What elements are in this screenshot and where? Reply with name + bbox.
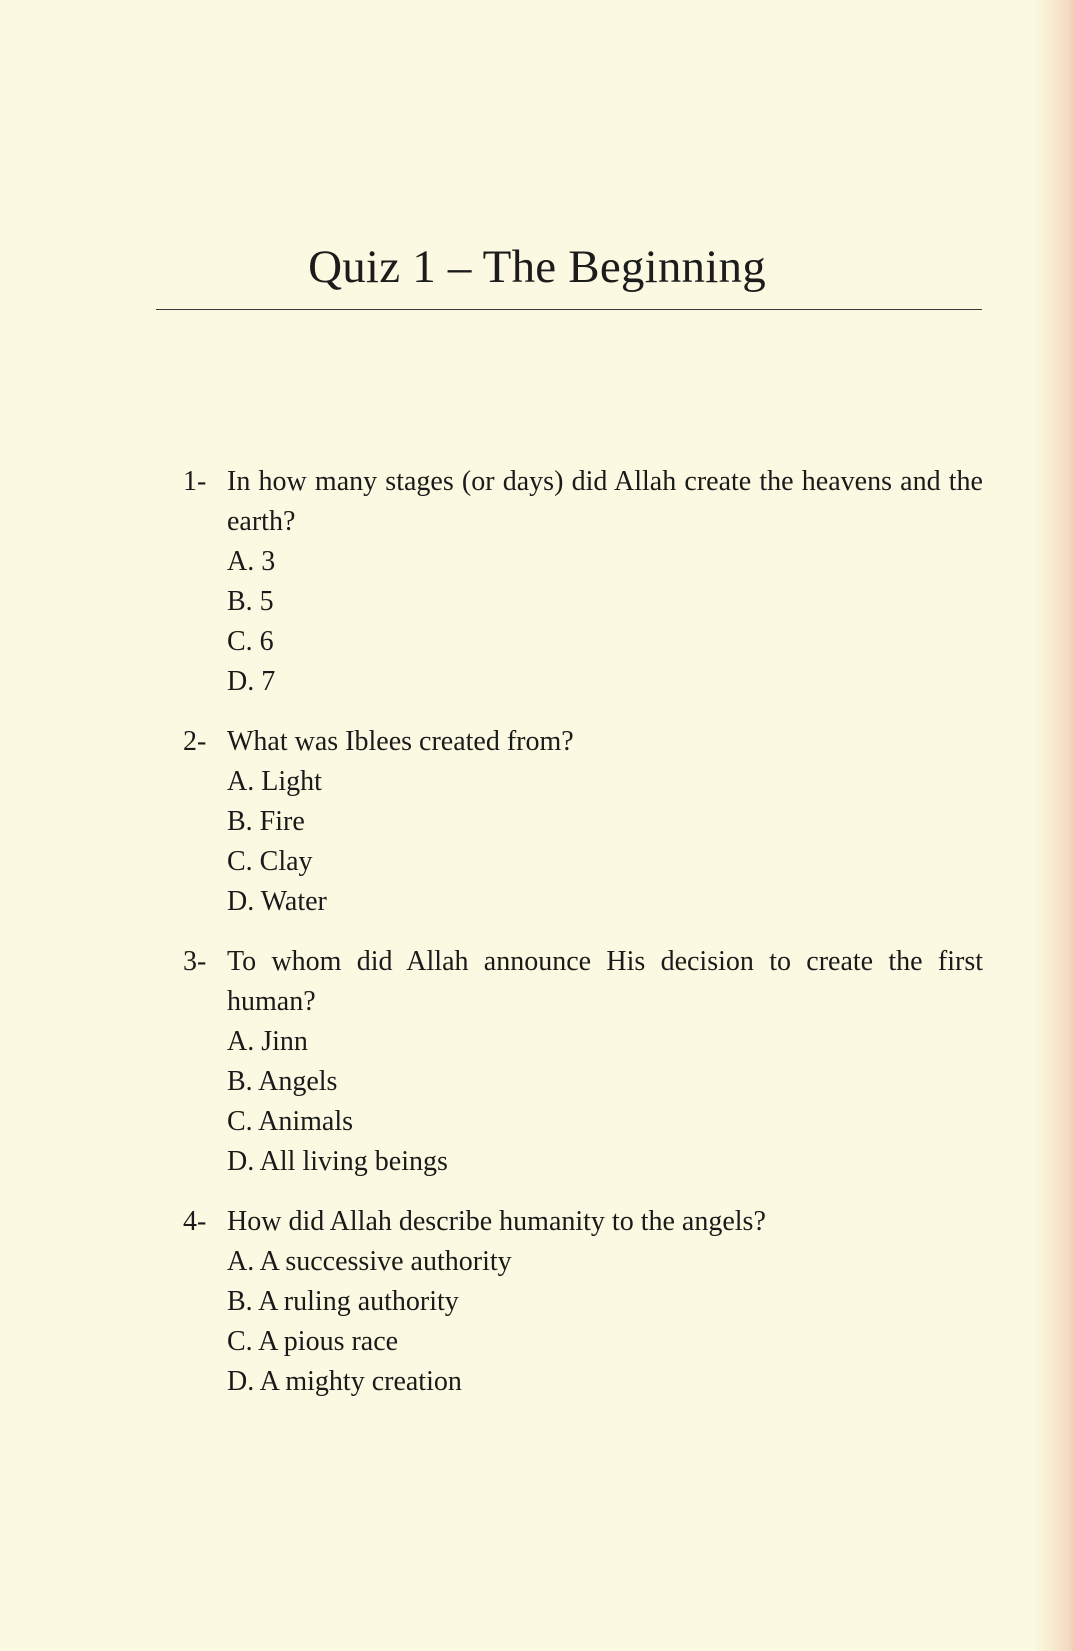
page-title: Quiz 1 – The Beginning (308, 241, 766, 293)
option-b: B. A ruling authority (227, 1286, 459, 1317)
option-c: C. A pious race (227, 1326, 399, 1357)
option-b: B. Fire (227, 806, 305, 837)
question-number: 1- (183, 466, 207, 497)
option-d: D. A mighty creation (227, 1366, 462, 1397)
question-2 (183, 722, 983, 922)
option-a: A. 3 (227, 546, 276, 577)
question-text: In how many stages (or days) did Allah create the heavens and the earth? (227, 466, 983, 537)
question-text: To whom did Allah announce His decision to create the first human? (227, 946, 983, 1017)
option-c: C. Clay (227, 846, 313, 877)
title-divider (156, 309, 982, 310)
question-number: 3- (183, 946, 207, 977)
question-number: 2- (183, 726, 207, 757)
option-b: B. Angels (227, 1066, 338, 1097)
option-d: D. 7 (227, 666, 276, 697)
question-1 (183, 462, 983, 702)
option-a: A. Jinn (227, 1026, 308, 1057)
question-text: How did Allah describe humanity to the angels? (227, 1206, 766, 1237)
quiz-list (183, 462, 983, 1422)
option-b: B. 5 (227, 586, 274, 617)
option-c: C. Animals (227, 1106, 354, 1137)
question-text: What was Iblees created from? (227, 726, 574, 757)
option-d: D. Water (227, 886, 327, 917)
option-d: D. All living beings (227, 1146, 448, 1177)
question-3 (183, 942, 983, 1182)
question-number: 4- (183, 1206, 207, 1237)
option-a: A. Light (227, 766, 322, 797)
question-4 (183, 1202, 983, 1402)
option-c: C. 6 (227, 626, 274, 657)
option-a: A. A successive authority (227, 1246, 512, 1277)
